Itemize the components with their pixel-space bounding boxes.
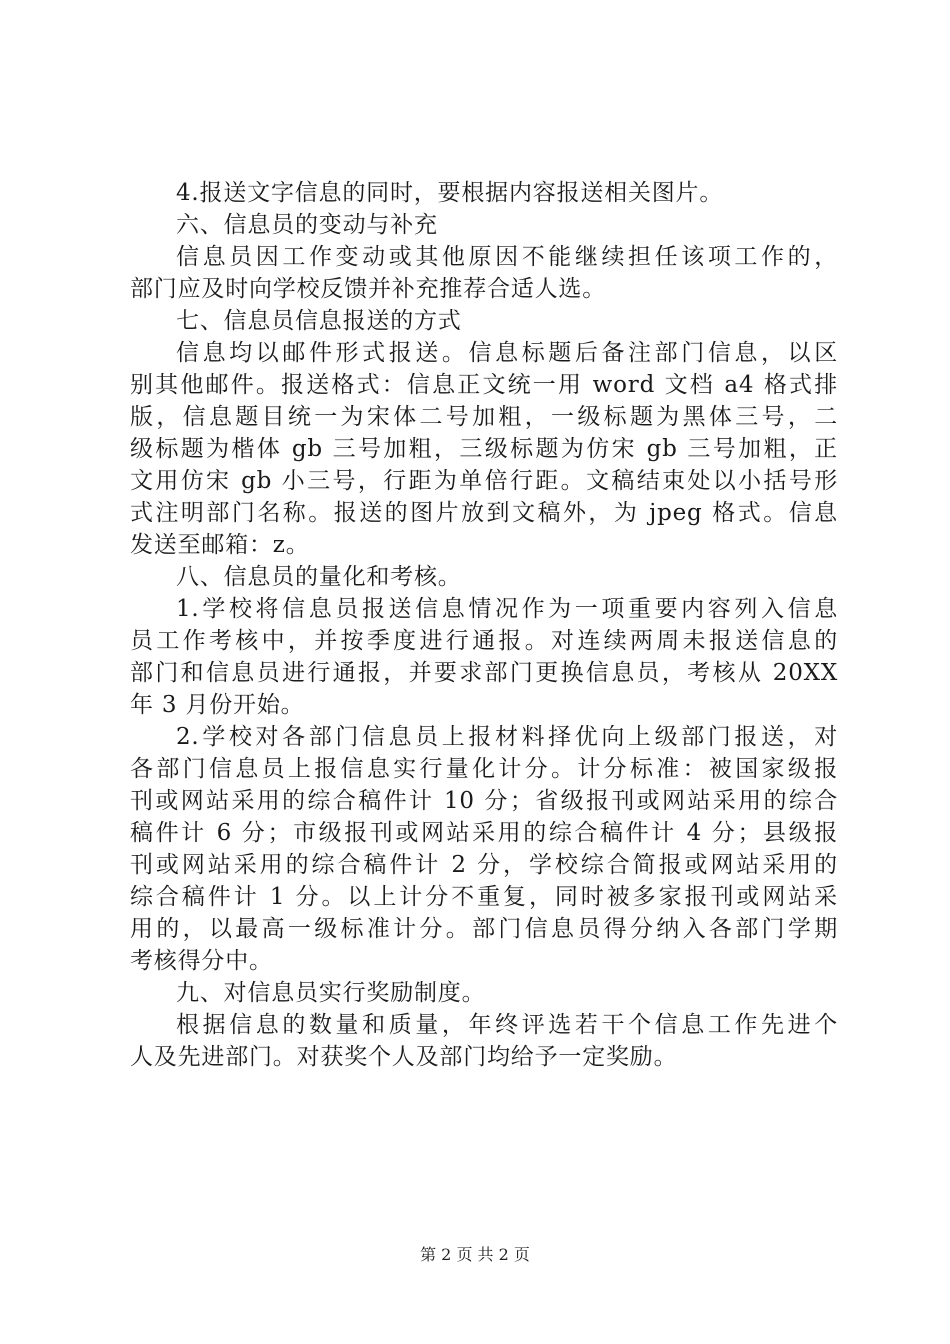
paragraph-line: 年 3 月份开始。 bbox=[130, 692, 305, 718]
paragraph-line: 部门应及时向学校反馈并补充推荐合适人选。 bbox=[130, 276, 606, 302]
section-heading: 七、信息员信息报送的方式 bbox=[176, 308, 462, 334]
paragraph-line: 综合稿件计 1 分。以上计分不重复，同时被多家报刊或网站采 bbox=[130, 884, 838, 910]
paragraph-line: 各部门信息员上报信息实行量化计分。计分标准：被国家级报 bbox=[130, 756, 838, 782]
paragraph-line: 别其他邮件。报送格式：信息正文统一用 word 文档 a4 格式排 bbox=[130, 372, 838, 398]
section-heading: 八、信息员的量化和考核。 bbox=[176, 564, 462, 590]
paragraph-line: 信息员因工作变动或其他原因不能继续担任该项工作的， bbox=[176, 244, 838, 270]
paragraph-line: 信息均以邮件形式报送。信息标题后备注部门信息，以区 bbox=[176, 340, 838, 366]
section-heading: 六、信息员的变动与补充 bbox=[176, 212, 438, 238]
paragraph-line: 2.学校对各部门信息员上报材料择优向上级部门报送，对 bbox=[176, 724, 838, 750]
paragraph-line: 部门和信息员进行通报，并要求部门更换信息员，考核从 20XX bbox=[130, 660, 838, 686]
paragraph-line: 考核得分中。 bbox=[130, 948, 273, 974]
paragraph-line: 发送至邮箱：z。 bbox=[130, 532, 310, 558]
paragraph-line: 级标题为楷体 gb 三号加粗，三级标题为仿宋 gb 三号加粗，正 bbox=[130, 436, 838, 462]
paragraph-line: 刊或网站采用的综合稿件计 2 分，学校综合简报或网站采用的 bbox=[130, 852, 838, 878]
paragraph-line: 根据信息的数量和质量，年终评选若干个信息工作先进个 bbox=[176, 1012, 838, 1038]
paragraph-line: 1.学校将信息员报送信息情况作为一项重要内容列入信息 bbox=[176, 596, 838, 622]
paragraph-line: 式注明部门名称。报送的图片放到文稿外，为 jpeg 格式。信息 bbox=[130, 500, 838, 526]
paragraph-line: 版，信息题目统一为宋体二号加粗，一级标题为黑体三号，二 bbox=[130, 404, 838, 430]
paragraph-line: 4.报送文字信息的同时，要根据内容报送相关图片。 bbox=[176, 180, 724, 206]
page-footer: 第 2 页 共 2 页 bbox=[420, 1245, 530, 1264]
section-heading: 九、对信息员实行奖励制度。 bbox=[176, 980, 486, 1006]
paragraph-line: 用的，以最高一级标准计分。部门信息员得分纳入各部门学期 bbox=[130, 916, 838, 942]
paragraph-line: 人及先进部门。对获奖个人及部门均给予一定奖励。 bbox=[130, 1044, 678, 1070]
paragraph-line: 员工作考核中，并按季度进行通报。对连续两周未报送信息的 bbox=[130, 628, 838, 654]
paragraph-line: 稿件计 6 分；市级报刊或网站采用的综合稿件计 4 分；县级报 bbox=[130, 820, 838, 846]
paragraph-line: 文用仿宋 gb 小三号，行距为单倍行距。文稿结束处以小括号形 bbox=[130, 468, 838, 494]
paragraph-line: 刊或网站采用的综合稿件计 10 分；省级报刊或网站采用的综合 bbox=[130, 788, 838, 814]
